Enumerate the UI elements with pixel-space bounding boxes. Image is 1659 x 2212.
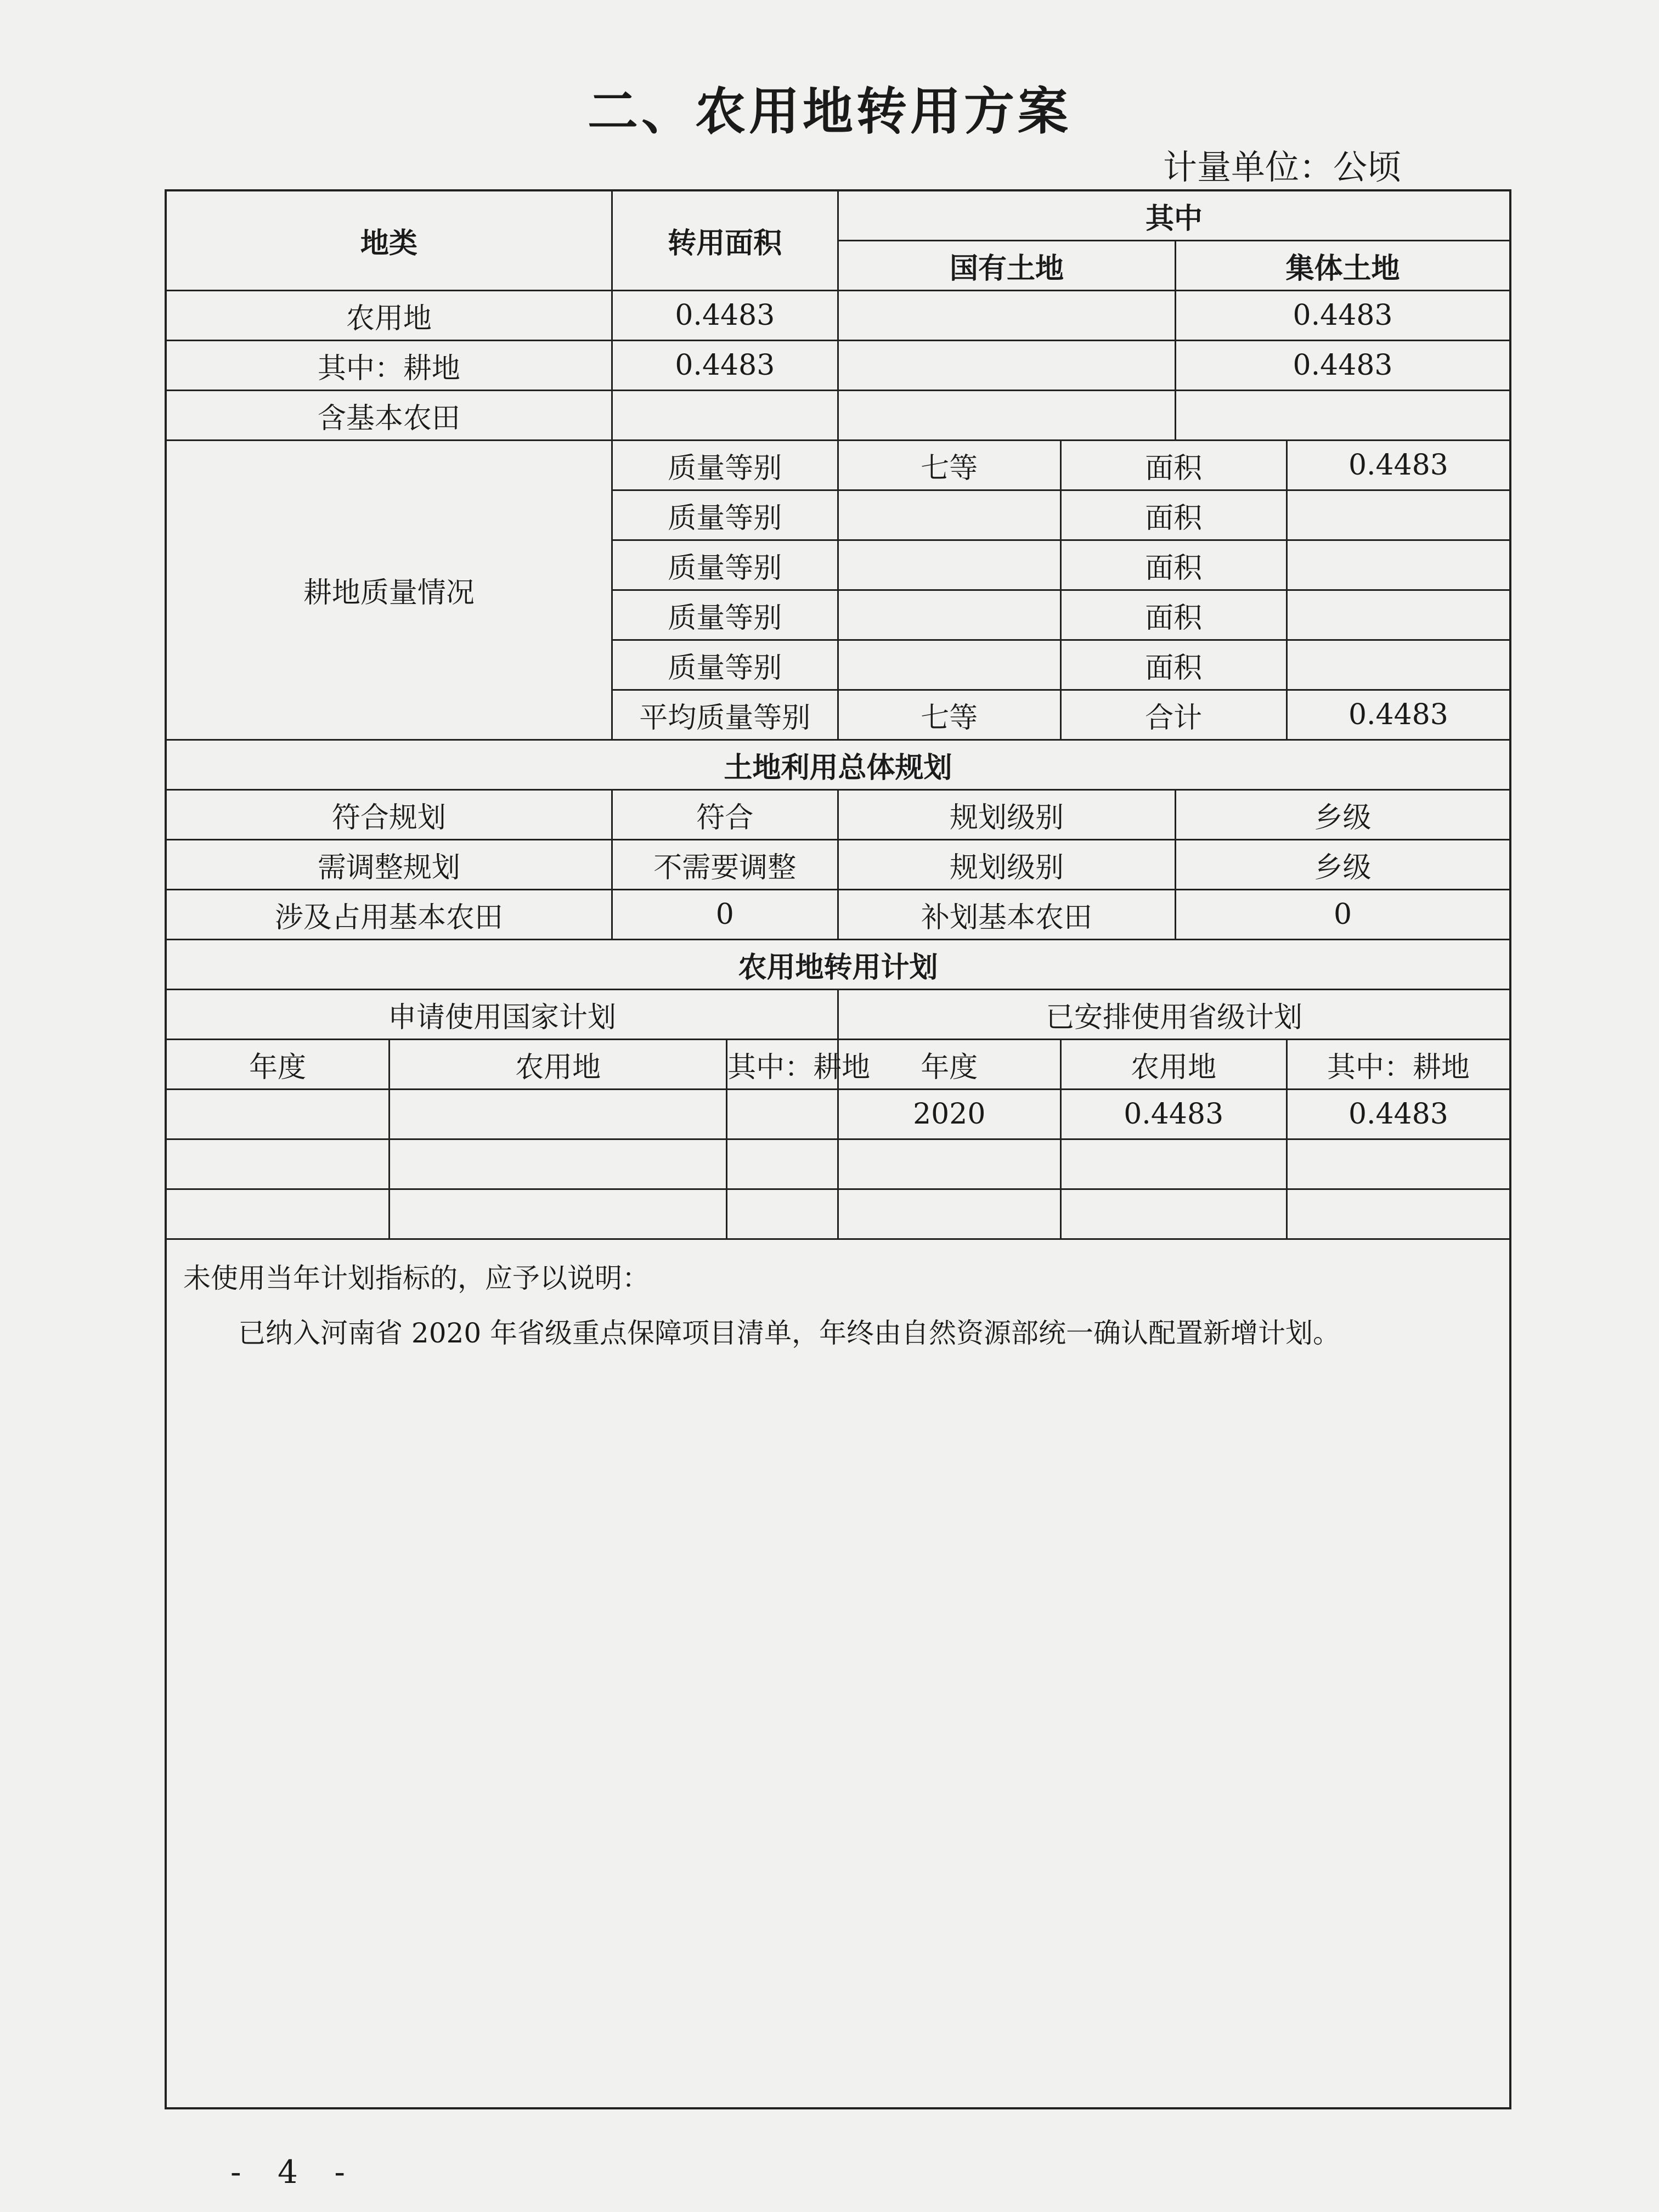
conversion-form	[165, 189, 1511, 2109]
quality-grade-label: 质量等别	[612, 540, 838, 590]
planning-section-title: 土地利用总体规划	[167, 740, 1509, 790]
plan-provincial-farmland	[1060, 1189, 1286, 1239]
quality-area-label: 面积	[1060, 540, 1286, 590]
plan-national-farmland	[390, 1139, 727, 1189]
quality-area-value: 0.4483	[1286, 441, 1509, 490]
plan-national-year	[167, 1139, 390, 1189]
plan-provincial-cultivated: 0.4483	[1286, 1090, 1509, 1139]
plan-col-year: 年度	[167, 1040, 390, 1090]
planning-level-label: 规划级别	[838, 840, 1175, 890]
planning-row	[167, 890, 1509, 940]
plan-provincial-farmland	[1060, 1139, 1286, 1189]
planning-row	[167, 840, 1509, 890]
plan-col-farmland: 农用地	[390, 1040, 727, 1090]
quality-grade-label: 质量等别	[612, 640, 838, 690]
plan-provincial-year	[838, 1189, 1060, 1239]
quality-area-label: 面积	[1060, 590, 1286, 640]
quality-grade-value	[838, 490, 1060, 540]
plan-provincial-cultivated	[1286, 1139, 1509, 1189]
plan-national-year	[167, 1090, 390, 1139]
plan-column-row	[167, 1040, 1509, 1090]
land-row	[167, 341, 1509, 391]
plan-col-year: 年度	[838, 1040, 1060, 1090]
header-state-land: 国有土地	[838, 241, 1175, 291]
quality-grade-value	[838, 640, 1060, 690]
planning-label: 需调整规划	[167, 840, 612, 890]
planning-value: 不需要调整	[612, 840, 838, 890]
plan-row	[167, 1139, 1509, 1189]
header-collective-land: 集体土地	[1176, 241, 1509, 291]
quality-grade-label: 质量等别	[612, 441, 838, 490]
quality-area-label: 面积	[1060, 640, 1286, 690]
plan-provincial-title: 已安排使用省级计划	[838, 990, 1509, 1040]
planning-row	[167, 790, 1509, 840]
planning-level-label: 规划级别	[838, 790, 1175, 840]
quality-grade-label: 质量等别	[612, 590, 838, 640]
land-row-state	[838, 391, 1175, 441]
land-row-label: 其中：耕地	[167, 341, 612, 391]
plan-section-row	[167, 940, 1509, 990]
planning-value: 符合	[612, 790, 838, 840]
planning-level-value: 0	[1176, 890, 1509, 940]
quality-area-value	[1286, 540, 1509, 590]
quality-area-label: 面积	[1060, 441, 1286, 490]
land-row-label: 农用地	[167, 291, 612, 341]
notes-prompt: 未使用当年计划指标的，应予以说明：	[183, 1262, 650, 1294]
land-row-state	[838, 341, 1175, 391]
planning-label: 符合规划	[167, 790, 612, 840]
unit-label: 计量单位：公顷	[1163, 147, 1402, 187]
header-land-type: 地类	[167, 191, 612, 291]
land-row	[167, 391, 1509, 441]
plan-row	[167, 1090, 1509, 1139]
planning-label: 涉及占用基本农田	[167, 890, 612, 940]
page-number: - 4 -	[230, 2153, 358, 2191]
quality-section-label: 耕地质量情况	[167, 441, 612, 740]
quality-grade-value	[838, 590, 1060, 640]
quality-total-area: 0.4483	[1286, 690, 1509, 740]
plan-col-cultivated: 其中：耕地	[1286, 1040, 1509, 1090]
quality-area-label: 面积	[1060, 490, 1286, 540]
quality-area-value	[1286, 590, 1509, 640]
quality-grade-label: 质量等别	[612, 490, 838, 540]
quality-total-label: 合计	[1060, 690, 1286, 740]
plan-row	[167, 1189, 1509, 1239]
plan-provincial-cultivated	[1286, 1189, 1509, 1239]
quality-area-value	[1286, 490, 1509, 540]
quality-row	[167, 441, 1509, 490]
plan-national-cultivated	[727, 1189, 838, 1239]
land-row-area: 0.4483	[612, 341, 838, 391]
plan-national-farmland	[390, 1189, 727, 1239]
land-row-collective: 0.4483	[1176, 291, 1509, 341]
quality-average-label: 平均质量等别	[612, 690, 838, 740]
land-row-collective: 0.4483	[1176, 341, 1509, 391]
planning-level-label: 补划基本农田	[838, 890, 1175, 940]
plan-provincial-year	[838, 1139, 1060, 1189]
header-of-which: 其中	[838, 191, 1509, 241]
quality-grade-value	[838, 540, 1060, 590]
planning-section-row	[167, 740, 1509, 790]
plan-national-year	[167, 1189, 390, 1239]
land-row	[167, 291, 1509, 341]
land-row-collective	[1176, 391, 1509, 441]
header-converted-area: 转用面积	[612, 191, 838, 291]
land-row-state	[838, 291, 1175, 341]
planning-level-value: 乡级	[1176, 840, 1509, 890]
land-conversion-table	[167, 191, 1509, 1240]
planning-level-value: 乡级	[1176, 790, 1509, 840]
page-title: 二、农用地转用方案	[587, 82, 1071, 141]
notes-section	[167, 1240, 1509, 1372]
plan-national-cultivated	[727, 1090, 838, 1139]
quality-grade-value: 七等	[838, 441, 1060, 490]
header-row	[167, 191, 1509, 241]
notes-text: 已纳入河南省 2020 年省级重点保障项目清单，年终由自然资源部统一确认配置新增计划。	[238, 1317, 1341, 1349]
plan-section-title: 农用地转用计划	[167, 940, 1509, 990]
plan-header-row	[167, 990, 1509, 1040]
quality-average-grade: 七等	[838, 690, 1060, 740]
plan-national-title: 申请使用国家计划	[167, 990, 838, 1040]
quality-area-value	[1286, 640, 1509, 690]
land-row-area	[612, 391, 838, 441]
plan-provincial-farmland: 0.4483	[1060, 1090, 1286, 1139]
land-row-area: 0.4483	[612, 291, 838, 341]
plan-provincial-year: 2020	[838, 1090, 1060, 1139]
planning-value: 0	[612, 890, 838, 940]
plan-national-cultivated	[727, 1139, 838, 1189]
plan-national-farmland	[390, 1090, 727, 1139]
plan-col-farmland: 农用地	[1060, 1040, 1286, 1090]
plan-col-cultivated: 其中：耕地	[727, 1040, 838, 1090]
land-row-label: 含基本农田	[167, 391, 612, 441]
